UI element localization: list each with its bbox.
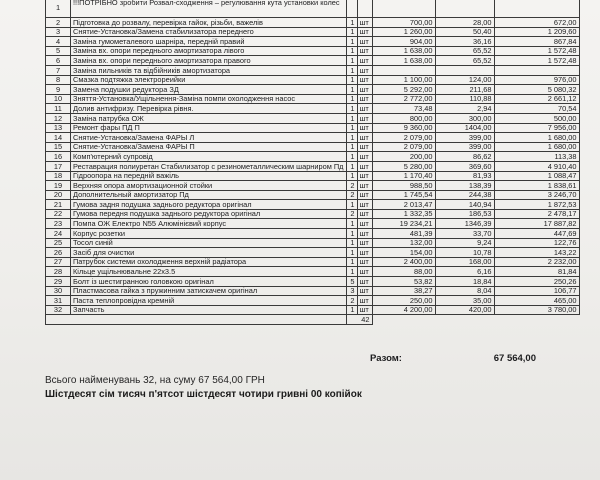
item-name: Зняття-Установка/Ущільнення-Заміна помпи охолодження насос bbox=[71, 94, 347, 104]
item-number: 29 bbox=[46, 277, 71, 287]
item-sum: 1 088,47 bbox=[494, 171, 579, 181]
item-number: 1 bbox=[46, 0, 71, 18]
item-price: 250,00 bbox=[372, 296, 435, 306]
item-discount: 2,94 bbox=[435, 104, 494, 114]
item-discount: 8,04 bbox=[435, 286, 494, 296]
item-price: 19 234,21 bbox=[372, 219, 435, 229]
table-row bbox=[46, 305, 580, 315]
item-price: 1 638,00 bbox=[372, 46, 435, 56]
item-discount: 86,62 bbox=[435, 152, 494, 162]
item-discount: 36,16 bbox=[435, 37, 494, 47]
item-quantity: 1 bbox=[346, 171, 357, 181]
item-sum: 1 680,00 bbox=[494, 133, 579, 143]
table-row bbox=[46, 152, 580, 162]
table-row bbox=[46, 46, 580, 56]
table-row bbox=[46, 286, 580, 296]
item-price: 1 170,40 bbox=[372, 171, 435, 181]
item-discount bbox=[435, 0, 494, 18]
item-price: 4 200,00 bbox=[372, 305, 435, 315]
table-row bbox=[46, 56, 580, 66]
item-sum: 1 680,00 bbox=[494, 142, 579, 152]
item-price: 2 079,00 bbox=[372, 133, 435, 143]
table-row bbox=[46, 248, 580, 258]
item-quantity: 1 bbox=[346, 18, 357, 28]
item-name: Реставрация полиуретан Стабилизатор с резинометаллическим шарниром Пд bbox=[71, 161, 347, 171]
item-quantity: 1 bbox=[346, 113, 357, 123]
item-discount: 420,00 bbox=[435, 305, 494, 315]
items-table bbox=[45, 0, 580, 325]
item-name: Заміна пильників та відбійників амортизатора bbox=[71, 65, 347, 75]
item-price: 2 013,47 bbox=[372, 200, 435, 210]
item-discount: 399,00 bbox=[435, 142, 494, 152]
item-sum: 250,26 bbox=[494, 277, 579, 287]
item-discount: 65,52 bbox=[435, 46, 494, 56]
item-quantity: 1 bbox=[346, 94, 357, 104]
item-number: 13 bbox=[46, 123, 71, 133]
item-name: Снятие-Установка/Замена ФАРЫ П bbox=[71, 142, 347, 152]
item-quantity: 1 bbox=[346, 104, 357, 114]
item-name: Гумова задня подушка заднього редуктора оригінал bbox=[71, 200, 347, 210]
item-unit: шт bbox=[357, 257, 372, 267]
table-row bbox=[46, 113, 580, 123]
item-name: Заміна вх. опори переднього амортизатора лівого bbox=[71, 46, 347, 56]
item-sum: 2 478,17 bbox=[494, 209, 579, 219]
item-number: 4 bbox=[46, 37, 71, 47]
item-quantity: 2 bbox=[346, 181, 357, 191]
item-name: Заміна вх. опори переднього амортизатора правого bbox=[71, 56, 347, 66]
item-name: Гумова передня подушка заднього редуктора оригінал bbox=[71, 209, 347, 219]
table-row bbox=[46, 200, 580, 210]
item-number: 27 bbox=[46, 257, 71, 267]
item-unit: шт bbox=[357, 142, 372, 152]
item-sum: 976,00 bbox=[494, 75, 579, 85]
item-sum: 4 910,40 bbox=[494, 161, 579, 171]
item-quantity: 1 bbox=[346, 238, 357, 248]
item-discount: 399,00 bbox=[435, 133, 494, 143]
item-price: 1 332,35 bbox=[372, 209, 435, 219]
item-sum: 113,38 bbox=[494, 152, 579, 162]
item-sum: 500,00 bbox=[494, 113, 579, 123]
item-number: 9 bbox=[46, 85, 71, 95]
item-sum bbox=[494, 0, 579, 18]
table-row bbox=[46, 229, 580, 239]
item-discount: 140,94 bbox=[435, 200, 494, 210]
item-sum: 465,00 bbox=[494, 296, 579, 306]
item-discount: 1404,00 bbox=[435, 123, 494, 133]
item-unit: шт bbox=[357, 238, 372, 248]
item-discount: 6,16 bbox=[435, 267, 494, 277]
item-sum: 3 246,70 bbox=[494, 190, 579, 200]
table-row bbox=[46, 171, 580, 181]
item-quantity: 1 bbox=[346, 305, 357, 315]
table-row bbox=[46, 123, 580, 133]
item-unit: шт bbox=[357, 46, 372, 56]
item-number: 20 bbox=[46, 190, 71, 200]
item-quantity: 1 bbox=[346, 75, 357, 85]
amount-in-words: Шістдесят сім тисяч п'ятсот шістдесят чотири гривні 00 копійок bbox=[45, 389, 362, 400]
item-unit: шт bbox=[357, 171, 372, 181]
total-label: Разом: bbox=[370, 353, 402, 364]
item-unit: шт bbox=[357, 267, 372, 277]
item-price: 5 292,00 bbox=[372, 85, 435, 95]
item-discount: 244,38 bbox=[435, 190, 494, 200]
item-quantity: 1 bbox=[346, 123, 357, 133]
item-name: Снятие-Установка/Замена ФАРЫ Л bbox=[71, 133, 347, 143]
item-discount: 369,60 bbox=[435, 161, 494, 171]
item-unit: шт bbox=[357, 161, 372, 171]
item-sum: 447,69 bbox=[494, 229, 579, 239]
item-unit: шт bbox=[357, 104, 372, 114]
item-price: 154,00 bbox=[372, 248, 435, 258]
table-row bbox=[46, 85, 580, 95]
item-discount: 124,00 bbox=[435, 75, 494, 85]
item-price: 481,39 bbox=[372, 229, 435, 239]
item-sum: 70,54 bbox=[494, 104, 579, 114]
item-sum: 17 887,82 bbox=[494, 219, 579, 229]
item-quantity: 1 bbox=[346, 142, 357, 152]
item-number: 18 bbox=[46, 171, 71, 181]
item-price bbox=[372, 0, 435, 18]
item-discount: 81,93 bbox=[435, 171, 494, 181]
item-number: 21 bbox=[46, 200, 71, 210]
item-number: 6 bbox=[46, 56, 71, 66]
item-price: 700,00 bbox=[372, 18, 435, 28]
item-unit: шт bbox=[357, 18, 372, 28]
item-name: Дополнительный амортизатор Пд bbox=[71, 190, 347, 200]
item-discount: 18,84 bbox=[435, 277, 494, 287]
item-quantity: 1 bbox=[346, 200, 357, 210]
item-number: 12 bbox=[46, 113, 71, 123]
item-price: 1 745,54 bbox=[372, 190, 435, 200]
item-quantity: 1 bbox=[346, 133, 357, 143]
item-name: Пластмасова гайка з пружинним затискачем оригінал bbox=[71, 286, 347, 296]
item-price bbox=[372, 65, 435, 75]
item-discount: 186,53 bbox=[435, 209, 494, 219]
table-row bbox=[46, 257, 580, 267]
item-number: 5 bbox=[46, 46, 71, 56]
item-sum: 2 661,12 bbox=[494, 94, 579, 104]
item-quantity: 1 bbox=[346, 27, 357, 37]
item-quantity: 2 bbox=[346, 296, 357, 306]
item-sum bbox=[494, 65, 579, 75]
item-unit: шт bbox=[357, 286, 372, 296]
item-discount: 28,00 bbox=[435, 18, 494, 28]
item-discount: 300,00 bbox=[435, 113, 494, 123]
item-unit: шт bbox=[357, 27, 372, 37]
item-quantity: 3 bbox=[346, 286, 357, 296]
table-row bbox=[46, 181, 580, 191]
item-price: 800,00 bbox=[372, 113, 435, 123]
item-unit: шт bbox=[357, 296, 372, 306]
item-number: 10 bbox=[46, 94, 71, 104]
item-unit: шт bbox=[357, 200, 372, 210]
item-name: Помпа ОЖ Електро N55 Алюмінієвий корпус bbox=[71, 219, 347, 229]
item-name: !!!ПОТРІБНО зробити Розвал-сходження – регулювання кута установки колес bbox=[71, 0, 347, 18]
item-sum: 143,22 bbox=[494, 248, 579, 258]
table-row bbox=[46, 133, 580, 143]
table-row bbox=[46, 94, 580, 104]
item-sum: 1 572,48 bbox=[494, 46, 579, 56]
total-value: 67 564,00 bbox=[493, 353, 536, 364]
item-price: 38,27 bbox=[372, 286, 435, 296]
item-price: 904,00 bbox=[372, 37, 435, 47]
table-row bbox=[46, 65, 580, 75]
item-unit: шт bbox=[357, 219, 372, 229]
item-unit: шт bbox=[357, 305, 372, 315]
item-number: 26 bbox=[46, 248, 71, 258]
item-price: 53,82 bbox=[372, 277, 435, 287]
item-discount: 9,24 bbox=[435, 238, 494, 248]
item-name: Тосол синій bbox=[71, 238, 347, 248]
item-quantity: 1 bbox=[346, 219, 357, 229]
spacer-cell bbox=[46, 315, 347, 325]
item-name: Болт із шестигранною головкою оригінал bbox=[71, 277, 347, 287]
item-discount: 110,88 bbox=[435, 94, 494, 104]
item-unit: шт bbox=[357, 37, 372, 47]
item-price: 1 638,00 bbox=[372, 56, 435, 66]
item-discount: 50,40 bbox=[435, 27, 494, 37]
item-name: Ремонт фары ПД П bbox=[71, 123, 347, 133]
item-number: 7 bbox=[46, 65, 71, 75]
item-name: Заміна гумометалевого шарніра, передній правий bbox=[71, 37, 347, 47]
item-name: Підготовка до розвалу, перевірка гайок, різьби, важелів bbox=[71, 18, 347, 28]
item-number: 15 bbox=[46, 142, 71, 152]
item-name: Паста теплопровідна кремній bbox=[71, 296, 347, 306]
item-discount: 35,00 bbox=[435, 296, 494, 306]
item-price: 2 079,00 bbox=[372, 142, 435, 152]
item-name: Замена подушки редуктора ЗД bbox=[71, 85, 347, 95]
item-number: 31 bbox=[46, 296, 71, 306]
table-row bbox=[46, 0, 580, 18]
item-sum: 1 838,61 bbox=[494, 181, 579, 191]
table-row bbox=[46, 190, 580, 200]
table-row bbox=[46, 104, 580, 114]
item-price: 73,48 bbox=[372, 104, 435, 114]
item-quantity: 1 bbox=[346, 56, 357, 66]
item-price: 988,50 bbox=[372, 181, 435, 191]
items-table-body bbox=[46, 0, 580, 325]
item-sum: 81,84 bbox=[494, 267, 579, 277]
item-price: 200,00 bbox=[372, 152, 435, 162]
item-quantity: 1 bbox=[346, 152, 357, 162]
item-sum: 672,00 bbox=[494, 18, 579, 28]
item-quantity: 2 bbox=[346, 190, 357, 200]
item-name: Смазка подтяжка электрореийки bbox=[71, 75, 347, 85]
item-sum: 1 872,53 bbox=[494, 200, 579, 210]
item-name: Комп'ютерний супровід bbox=[71, 152, 347, 162]
table-row bbox=[46, 161, 580, 171]
item-discount: 33,70 bbox=[435, 229, 494, 239]
item-sum: 1 572,48 bbox=[494, 56, 579, 66]
table-row bbox=[46, 18, 580, 28]
item-discount: 168,00 bbox=[435, 257, 494, 267]
item-sum: 1 209,60 bbox=[494, 27, 579, 37]
item-number: 11 bbox=[46, 104, 71, 114]
item-sum: 122,76 bbox=[494, 238, 579, 248]
item-quantity: 1 bbox=[346, 267, 357, 277]
item-quantity bbox=[346, 0, 357, 18]
item-name: Гідроопора на передній важіль bbox=[71, 171, 347, 181]
item-price: 132,00 bbox=[372, 238, 435, 248]
item-number: 16 bbox=[46, 152, 71, 162]
item-quantity: 1 bbox=[346, 257, 357, 267]
item-sum: 2 232,00 bbox=[494, 257, 579, 267]
item-quantity: 1 bbox=[346, 229, 357, 239]
item-quantity: 1 bbox=[346, 161, 357, 171]
item-number: 24 bbox=[46, 229, 71, 239]
table-row bbox=[46, 219, 580, 229]
table-row bbox=[46, 209, 580, 219]
item-number: 28 bbox=[46, 267, 71, 277]
items-summary: Всього найменувань 32, на суму 67 564,00 ГРН bbox=[45, 375, 265, 386]
quantity-total-row bbox=[46, 315, 580, 325]
item-name: Запчасть bbox=[71, 305, 347, 315]
item-number: 2 bbox=[46, 18, 71, 28]
item-number: 30 bbox=[46, 286, 71, 296]
item-name: Снятие-Установка/Замена стабилизатора переднего bbox=[71, 27, 347, 37]
table-row bbox=[46, 37, 580, 47]
item-unit: шт bbox=[357, 277, 372, 287]
item-unit bbox=[357, 0, 372, 18]
table-row bbox=[46, 27, 580, 37]
item-discount: 65,52 bbox=[435, 56, 494, 66]
item-price: 88,00 bbox=[372, 267, 435, 277]
item-quantity: 1 bbox=[346, 85, 357, 95]
item-unit: шт bbox=[357, 65, 372, 75]
item-quantity: 1 bbox=[346, 46, 357, 56]
item-unit: шт bbox=[357, 209, 372, 219]
item-number: 25 bbox=[46, 238, 71, 248]
item-sum: 5 080,32 bbox=[494, 85, 579, 95]
item-quantity: 1 bbox=[346, 248, 357, 258]
item-price: 1 260,00 bbox=[372, 27, 435, 37]
item-discount: 10,78 bbox=[435, 248, 494, 258]
item-unit: шт bbox=[357, 133, 372, 143]
item-name: Патрубок системи охолодження верхній радіатора bbox=[71, 257, 347, 267]
table-row bbox=[46, 75, 580, 85]
spacer-cell bbox=[372, 315, 579, 325]
item-name: Верхняя опора амортизационной стойки bbox=[71, 181, 347, 191]
item-unit: шт bbox=[357, 229, 372, 239]
item-number: 17 bbox=[46, 161, 71, 171]
table-row bbox=[46, 238, 580, 248]
quantity-total: 42 bbox=[346, 315, 372, 325]
item-unit: шт bbox=[357, 75, 372, 85]
item-price: 9 360,00 bbox=[372, 123, 435, 133]
item-sum: 3 780,00 bbox=[494, 305, 579, 315]
item-price: 2 400,00 bbox=[372, 257, 435, 267]
item-number: 23 bbox=[46, 219, 71, 229]
item-unit: шт bbox=[357, 190, 372, 200]
item-number: 22 bbox=[46, 209, 71, 219]
item-unit: шт bbox=[357, 94, 372, 104]
item-name: Заміна патрубка ОЖ bbox=[71, 113, 347, 123]
item-unit: шт bbox=[357, 85, 372, 95]
item-price: 5 280,00 bbox=[372, 161, 435, 171]
item-sum: 106,77 bbox=[494, 286, 579, 296]
item-quantity: 1 bbox=[346, 65, 357, 75]
item-quantity: 5 bbox=[346, 277, 357, 287]
table-row bbox=[46, 277, 580, 287]
item-price: 2 772,00 bbox=[372, 94, 435, 104]
item-sum: 867,84 bbox=[494, 37, 579, 47]
item-discount: 1346,39 bbox=[435, 219, 494, 229]
item-discount bbox=[435, 65, 494, 75]
item-discount: 211,68 bbox=[435, 85, 494, 95]
item-unit: шт bbox=[357, 113, 372, 123]
item-number: 8 bbox=[46, 75, 71, 85]
item-unit: шт bbox=[357, 248, 372, 258]
item-quantity: 2 bbox=[346, 209, 357, 219]
table-row bbox=[46, 267, 580, 277]
item-number: 19 bbox=[46, 181, 71, 191]
item-name: Долив антифризу. Перевірка рівня. bbox=[71, 104, 347, 114]
table-row bbox=[46, 296, 580, 306]
item-name: Корпус розетки bbox=[71, 229, 347, 239]
item-unit: шт bbox=[357, 123, 372, 133]
item-name: Засіб для очистки bbox=[71, 248, 347, 258]
item-quantity: 1 bbox=[346, 37, 357, 47]
item-number: 3 bbox=[46, 27, 71, 37]
item-price: 1 100,00 bbox=[372, 75, 435, 85]
item-unit: шт bbox=[357, 152, 372, 162]
item-sum: 7 956,00 bbox=[494, 123, 579, 133]
item-name: Кільце ущільнювальне 22х3.5 bbox=[71, 267, 347, 277]
item-number: 32 bbox=[46, 305, 71, 315]
item-unit: шт bbox=[357, 181, 372, 191]
item-unit: шт bbox=[357, 56, 372, 66]
item-discount: 138,39 bbox=[435, 181, 494, 191]
table-row bbox=[46, 142, 580, 152]
item-number: 14 bbox=[46, 133, 71, 143]
